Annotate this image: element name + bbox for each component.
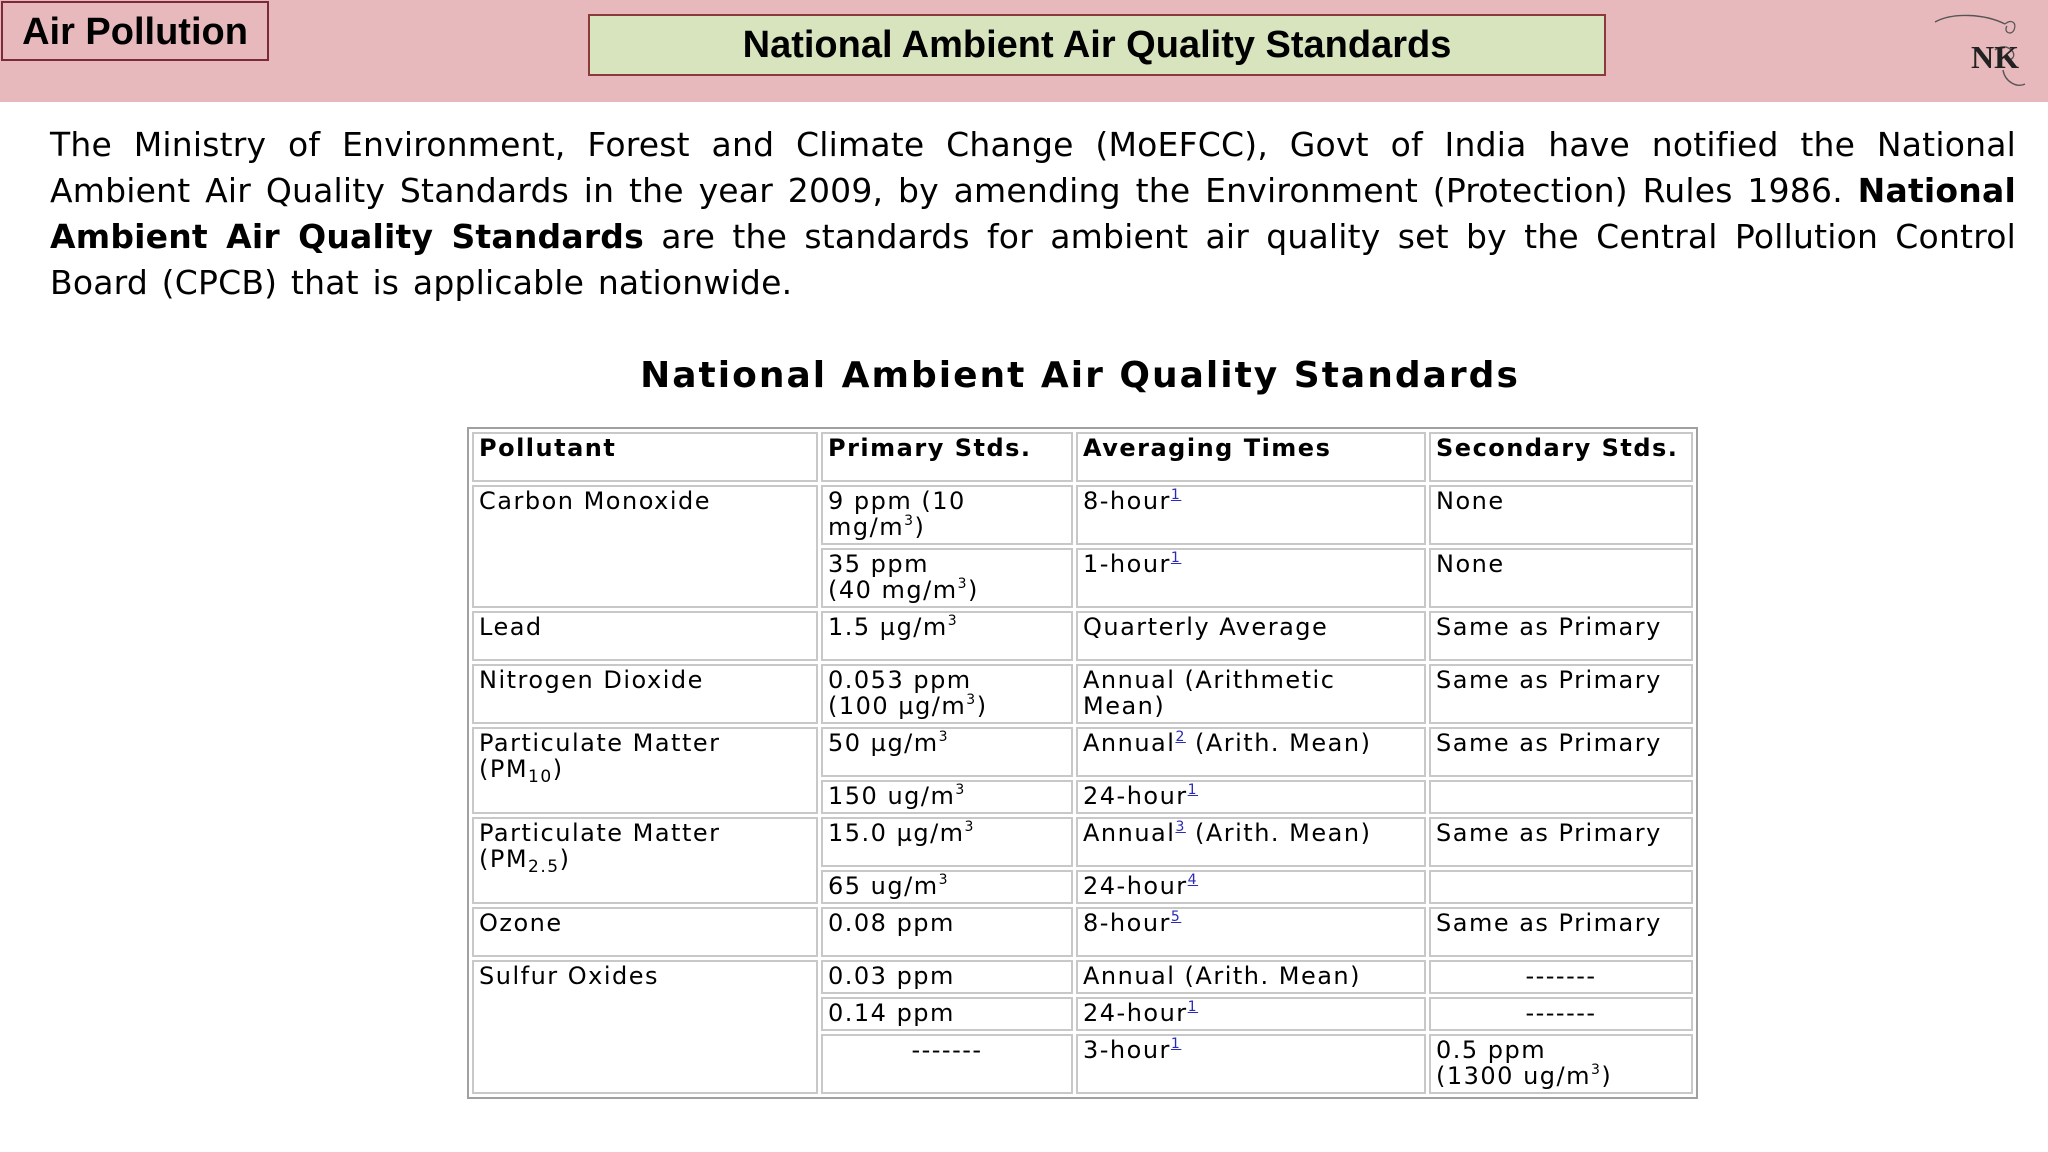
pollutant-cell: Lead [472,611,818,661]
secondary-cell: Same as Primary [1429,907,1693,957]
averaging-cell: Annual$^2$ (Arith. Mean) [1076,727,1426,777]
svg-text:NK: NK [1971,39,2019,75]
table-row [472,817,1693,867]
table-header-row [472,432,1693,482]
footnote-link[interactable]: 1 [1170,487,1182,503]
primary-cell: 0.14 ppm [821,997,1073,1031]
secondary-cell: Same as Primary [1429,727,1693,777]
secondary-cell: Same as Primary [1429,817,1693,867]
primary-cell: 35 ppm (40 $mg/m^3$) [821,548,1073,608]
pollutant-cell: Nitrogen Dioxide [472,664,818,724]
pollutant-cell: Sulfur Oxides [472,960,818,1094]
primary-cell: 150 $ug/m^3$ [821,780,1073,814]
table-row [472,611,1693,661]
averaging-cell: 24-hour$^1$ [1076,780,1426,814]
slide-title: National Ambient Air Quality Standards [588,14,1606,76]
averaging-cell: Annual$^3$ (Arith. Mean) [1076,817,1426,867]
footnote-link[interactable]: 5 [1170,909,1182,925]
averaging-cell: Quarterly Average [1076,611,1426,661]
table-title: National Ambient Air Quality Standards [640,355,1520,396]
pollutant-cell: Particulate Matter $(PM_{2.5})$ [472,817,818,904]
primary-cell: 0.03 ppm [821,960,1073,994]
primary-cell: 9 ppm (10 $mg/m^3$) [821,485,1073,545]
standards-table [467,427,1698,1099]
footnote-link[interactable]: 1 [1187,999,1199,1015]
table-row [472,664,1693,724]
averaging-cell: 24-hour$^4$ [1076,870,1426,904]
footnote-link[interactable]: 1 [1170,1036,1182,1052]
intro-text-2: are the standards for ambient air quality set by the Central Pollution Control Board (CPCB) that is applicable nationwide. [50,217,2016,302]
averaging-cell: 1-hour$^1$ [1076,548,1426,608]
primary-cell: 15.0 $\mu g/m^3$ [821,817,1073,867]
table-row [472,727,1693,777]
averaging-cell: 8-hour$^1$ [1076,485,1426,545]
primary-cell: 0.08 ppm [821,907,1073,957]
primary-cell: ------- [821,1034,1073,1094]
secondary-cell: ------- [1429,960,1693,994]
nk-monogram-logo-icon [1925,10,2035,95]
secondary-cell: None [1429,485,1693,545]
averaging-cell: Annual (Arithmetic Mean) [1076,664,1426,724]
footnote-link[interactable]: 1 [1187,782,1199,798]
secondary-cell [1429,780,1693,814]
primary-cell: 0.053 ppm (100 $\mu g/m^3$) [821,664,1073,724]
secondary-cell: Same as Primary [1429,611,1693,661]
averaging-cell: 3-hour$^1$ [1076,1034,1426,1094]
topic-label: Air Pollution [1,1,269,61]
secondary-cell: Same as Primary [1429,664,1693,724]
footnote-link[interactable]: 3 [1175,819,1186,835]
header-primary: Primary Stds. [821,432,1073,482]
table-row [472,960,1693,994]
secondary-cell: None [1429,548,1693,608]
footnote-link[interactable]: 1 [1170,550,1182,566]
secondary-cell [1429,870,1693,904]
intro-bold-term: National Ambient Air Quality Standards [50,171,2016,256]
intro-paragraph [50,122,2016,306]
secondary-cell: ------- [1429,997,1693,1031]
primary-cell: 65 $ug/m^3$ [821,870,1073,904]
pollutant-cell: Particulate Matter $(PM_{10})$ [472,727,818,814]
pollutant-cell: Carbon Monoxide [472,485,818,608]
averaging-cell: Annual (Arith. Mean) [1076,960,1426,994]
footnote-link[interactable]: 4 [1187,872,1199,888]
secondary-cell: 0.5 ppm (1300 $ug/m^3$) [1429,1034,1693,1094]
intro-text-1: The Ministry of Environment, Forest and Climate Change (MoEFCC), Govt of India have notified the National Ambient Air Quality Standards in the year 2009, by amending the Environment (Protection) Rules 1986. [50,125,2016,210]
table-row [472,907,1693,957]
averaging-cell: 24-hour$^1$ [1076,997,1426,1031]
header-secondary: Secondary Stds. [1429,432,1693,482]
pollutant-cell: Ozone [472,907,818,957]
table-row [472,485,1693,545]
primary-cell: 50 $\mu g/m^3$ [821,727,1073,777]
header-pollutant: Pollutant [472,432,818,482]
footnote-link[interactable]: 2 [1175,729,1186,745]
primary-cell: 1.5 $\mu g/m^3$ [821,611,1073,661]
header-averaging: Averaging Times [1076,432,1426,482]
averaging-cell: 8-hour$^5$ [1076,907,1426,957]
